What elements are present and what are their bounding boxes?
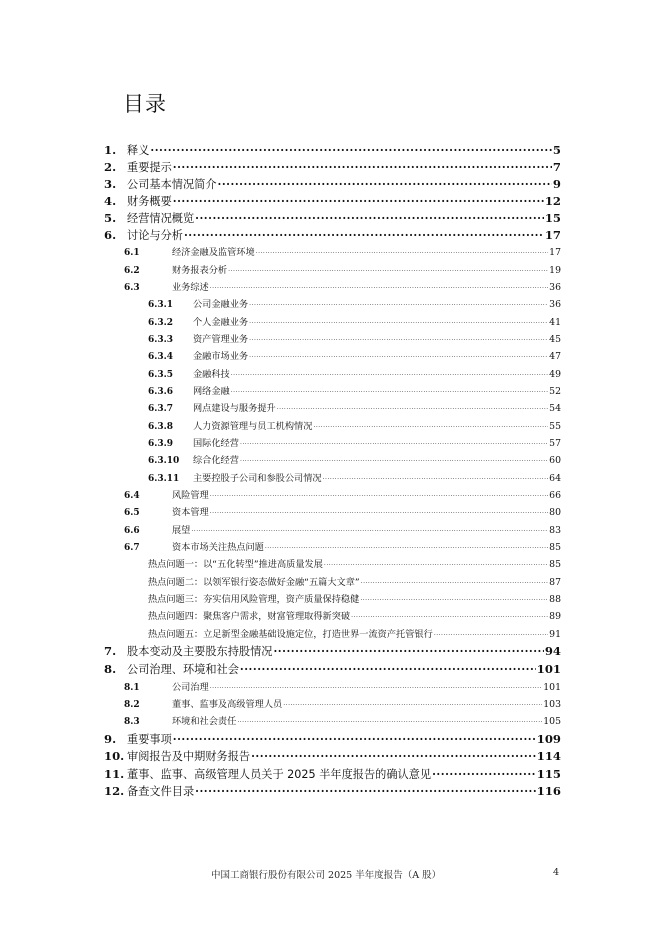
- toc-dot-leader: [218, 176, 552, 188]
- toc-entry-page: 85: [549, 542, 561, 553]
- toc-entry-page: 17: [549, 247, 561, 258]
- toc-entry-page: 55: [549, 421, 561, 432]
- toc-entry-number: 6.3.4: [148, 352, 174, 362]
- toc-dot-leader: [277, 402, 548, 411]
- toc-entry-number: 8.2: [124, 700, 140, 710]
- toc-entry[interactable]: [124, 262, 561, 279]
- toc-entry[interactable]: [104, 159, 561, 176]
- toc-entry-page: 5: [552, 143, 561, 157]
- toc-entry-label: 资本市场关注热点问题: [172, 542, 264, 553]
- toc-entry-number: 6.3.3: [148, 335, 174, 345]
- toc-entry-label: 国际化经营: [193, 438, 239, 449]
- toc-entry[interactable]: [148, 331, 561, 348]
- toc-entry[interactable]: [148, 574, 561, 591]
- toc-entry[interactable]: [148, 400, 561, 417]
- toc-entry[interactable]: [124, 244, 561, 261]
- toc-entry-number: 5.: [104, 211, 117, 225]
- toc-entry-label: 审阅报告及中期财务报告: [127, 750, 251, 763]
- toc-entry-label: 公司治理、环境和社会: [127, 663, 239, 676]
- toc-dot-leader: [324, 558, 548, 567]
- toc-entry-number: 12.: [104, 784, 125, 798]
- toc-dot-leader: [265, 541, 548, 550]
- toc-entry-number: 9.: [104, 732, 117, 746]
- toc-entry-label: 热点问题四：聚焦客户需求，财富管理取得新突破: [148, 611, 351, 622]
- toc-entry-label: 讨论与分析: [127, 229, 183, 242]
- toc-entry-label: 重要事项: [127, 733, 172, 746]
- toc-dot-leader: [273, 643, 543, 655]
- toc-entry-page: 54: [549, 403, 561, 414]
- toc-entry-page: 45: [549, 334, 561, 345]
- toc-dot-leader: [249, 298, 548, 307]
- toc-entry-label: 综合化经营: [193, 455, 239, 466]
- toc-entry-page: 91: [549, 629, 561, 640]
- toc-entry[interactable]: [104, 731, 561, 748]
- toc-entry-page: 15: [544, 211, 561, 225]
- toc-entry-page: 41: [549, 317, 561, 328]
- toc-entry-page: 66: [549, 490, 561, 501]
- toc-dot-leader: [360, 593, 548, 602]
- page-title: 目录: [123, 92, 167, 116]
- toc-entry-number: 3.: [104, 177, 117, 191]
- toc-dot-leader: [351, 610, 548, 619]
- toc-entry-number: 6.6: [124, 526, 140, 536]
- toc-entry-label: 资产管理业务: [193, 334, 249, 345]
- toc-dot-leader: [323, 472, 549, 481]
- toc-entry[interactable]: [124, 279, 561, 296]
- toc-entry[interactable]: [104, 783, 561, 800]
- toc-entry-page: 12: [544, 194, 561, 208]
- toc-entry-number: 6.3.6: [148, 387, 174, 397]
- toc-dot-leader: [434, 628, 548, 637]
- toc-dot-leader: [173, 731, 536, 743]
- toc-entry-page: 114: [536, 749, 561, 763]
- toc-entry-label: 金融科技: [193, 369, 230, 380]
- toc-entry-number: 6.3: [124, 283, 140, 293]
- toc-entry[interactable]: [148, 418, 561, 435]
- toc-entry-label: 财务报表分析: [172, 265, 228, 276]
- toc-entry-page: 36: [549, 282, 561, 293]
- toc-entry-label: 股本变动及主要股东持股情况: [127, 645, 273, 658]
- toc-entry[interactable]: [104, 766, 561, 783]
- toc-entry-page: 89: [549, 611, 561, 622]
- toc-dot-leader: [231, 385, 548, 394]
- toc-entry-page: 80: [549, 507, 561, 518]
- toc-entry-page: 57: [549, 438, 561, 449]
- toc-entry-label: 网络金融: [193, 386, 230, 397]
- toc-dot-leader: [173, 159, 552, 171]
- toc-dot-leader: [240, 454, 548, 463]
- toc-entry[interactable]: [124, 504, 561, 521]
- toc-entry-page: 116: [536, 784, 561, 798]
- toc-entry-label: 热点问题一：以“五化转型”推进高质量发展: [148, 559, 323, 570]
- toc-dot-leader: [210, 489, 548, 498]
- toc-dot-leader: [240, 437, 548, 446]
- toc-entry[interactable]: [148, 296, 561, 313]
- toc-entry-page: 85: [549, 559, 561, 570]
- toc-dot-leader: [173, 193, 544, 205]
- toc-entry[interactable]: [148, 470, 561, 487]
- toc-entry-page: 64: [549, 473, 561, 484]
- toc-entry-number: 6.3.10: [148, 456, 180, 466]
- toc-entry-label: 财务概要: [127, 195, 172, 208]
- toc-entry[interactable]: [148, 626, 561, 643]
- toc-entry-label: 公司基本情况简介: [127, 178, 217, 191]
- toc-entry-page: 60: [549, 455, 561, 466]
- toc-entry-page: 47: [549, 351, 561, 362]
- toc-entry-page: 49: [549, 369, 561, 380]
- toc-entry-number: 6.7: [124, 543, 140, 553]
- toc-dot-leader: [283, 698, 542, 707]
- toc-entry-number: 6.3.7: [148, 404, 174, 414]
- toc-entry-number: 6.4: [124, 491, 140, 501]
- toc-entry-page: 101: [536, 662, 561, 676]
- toc-dot-leader: [432, 766, 536, 778]
- toc-entry-number: 6.3.2: [148, 318, 174, 328]
- toc-dot-leader: [240, 661, 536, 673]
- toc-entry[interactable]: [124, 487, 561, 504]
- toc-entry-label: 重要提示: [127, 161, 172, 174]
- toc-entry[interactable]: [148, 452, 561, 469]
- toc-entry-number: 4.: [104, 194, 117, 208]
- toc-entry-number: 2.: [104, 160, 117, 174]
- toc-dot-leader: [249, 350, 548, 359]
- toc-entry-label: 资本管理: [172, 507, 209, 518]
- toc-entry[interactable]: [124, 539, 561, 556]
- toc-entry-page: 7: [552, 160, 561, 174]
- toc-dot-leader: [249, 333, 548, 342]
- toc-entry-label: 人力资源管理与员工机构情况: [193, 421, 313, 432]
- footer-page-number: 4: [553, 867, 560, 878]
- toc-entry[interactable]: [148, 383, 561, 400]
- toc-dot-leader: [228, 264, 548, 273]
- toc-entry-number: 1.: [104, 143, 117, 157]
- toc-entry-label: 展望: [172, 525, 191, 536]
- toc-entry-label: 备查文件目录: [127, 785, 195, 798]
- toc-entry-page: 17: [544, 228, 561, 242]
- toc-entry[interactable]: [148, 314, 561, 331]
- toc-entry-number: 6.3.9: [148, 439, 174, 449]
- toc-dot-leader: [237, 715, 542, 724]
- toc-entry-page: 101: [543, 682, 561, 693]
- toc-entry[interactable]: [124, 679, 561, 696]
- toc-entry-number: 6.3.1: [148, 300, 174, 310]
- toc-dot-leader: [210, 681, 543, 690]
- toc-entry-number: 7.: [104, 644, 117, 658]
- toc-dot-leader: [210, 281, 548, 290]
- toc-entry[interactable]: [148, 556, 561, 573]
- toc-dot-leader: [231, 368, 548, 377]
- toc-entry-number: 11.: [104, 767, 125, 781]
- toc-entry-label: 公司金融业务: [193, 299, 249, 310]
- footer-text: 中国工商银行股份有限公司 2025 半年度报告（A 股）: [211, 870, 442, 881]
- toc-entry-number: 6.3.5: [148, 370, 174, 380]
- toc-entry-label: 金融市场业务: [193, 351, 249, 362]
- toc-entry-page: 88: [549, 594, 561, 605]
- toc-entry-number: 6.3.8: [148, 422, 174, 432]
- toc-entry[interactable]: [104, 748, 561, 765]
- toc-dot-leader: [249, 316, 548, 325]
- toc-entry-page: 52: [549, 386, 561, 397]
- toc-entry-label: 热点问题二：以领军银行姿态做好金融“五篇大文章”: [148, 577, 360, 588]
- toc-dot-leader: [251, 748, 536, 760]
- toc-entry[interactable]: [148, 591, 561, 608]
- toc-entry[interactable]: [104, 193, 561, 210]
- toc-dot-leader: [361, 576, 549, 585]
- toc-dot-leader: [150, 142, 552, 154]
- toc-entry-label: 热点问题三：夯实信用风险管理，资产质量保持稳健: [148, 594, 360, 605]
- toc-dot-leader: [313, 420, 548, 429]
- toc-entry[interactable]: [124, 696, 561, 713]
- toc-dot-leader: [195, 783, 536, 795]
- toc-entry-page: 94: [544, 644, 561, 658]
- toc-entry-label: 经营情况概览: [127, 212, 195, 225]
- toc-entry[interactable]: [124, 713, 561, 730]
- toc-entry-label: 环境和社会责任: [172, 716, 237, 727]
- toc-entry-label: 网点建设与服务提升: [193, 403, 276, 414]
- toc-entry-label: 公司治理: [172, 682, 209, 693]
- toc-dot-leader: [210, 506, 548, 515]
- toc-entry-page: 9: [552, 177, 561, 191]
- toc-entry-number: 8.1: [124, 683, 140, 693]
- toc-entry[interactable]: [148, 435, 561, 452]
- toc-entry-page: 36: [549, 299, 561, 310]
- toc-entry[interactable]: [148, 366, 561, 383]
- toc-dot-leader: [184, 227, 544, 239]
- toc-entry-label: 热点问题五：立足新型金融基础设施定位，打造世界一流资产托管银行: [148, 629, 433, 640]
- toc-dot-leader: [195, 210, 544, 222]
- toc-entry-number: 6.: [104, 228, 117, 242]
- toc-entry-label: 董事、监事及高级管理人员: [172, 699, 283, 710]
- toc-entry-label: 经济金融及监管环境: [172, 247, 255, 258]
- toc-entry-page: 103: [543, 699, 561, 710]
- toc-entry-page: 87: [549, 577, 561, 588]
- toc-entry-page: 115: [536, 767, 561, 781]
- toc-entry[interactable]: [104, 176, 561, 193]
- toc-entry[interactable]: [124, 522, 561, 539]
- toc-entry-number: 6.3.11: [148, 474, 180, 484]
- toc-entry-number: 8.: [104, 662, 117, 676]
- toc-entry-page: 19: [549, 265, 561, 276]
- toc-entry-page: 105: [543, 716, 561, 727]
- toc-entry-page: 109: [536, 732, 561, 746]
- toc-dot-leader: [191, 524, 548, 533]
- toc-entry[interactable]: [104, 142, 561, 159]
- toc-entry-label: 个人金融业务: [193, 317, 249, 328]
- toc-entry-number: 10.: [104, 749, 125, 763]
- toc-entry-label: 主要控股子公司和参股公司情况: [193, 473, 322, 484]
- toc-entry-label: 董事、监事、高级管理人员关于 2025 半年度报告的确认意见: [127, 768, 432, 781]
- toc-entry-label: 风险管理: [172, 490, 209, 501]
- toc-entry[interactable]: [104, 643, 561, 660]
- toc-dot-leader: [256, 246, 548, 255]
- toc-entry-number: 8.3: [124, 717, 140, 727]
- toc-entry[interactable]: [148, 348, 561, 365]
- toc-entry[interactable]: [104, 661, 561, 678]
- toc-entry-label: 业务综述: [172, 282, 209, 293]
- toc-entry[interactable]: [104, 227, 561, 244]
- toc-entry-number: 6.1: [124, 248, 140, 258]
- toc-entry[interactable]: [104, 210, 561, 227]
- toc-entry[interactable]: [148, 608, 561, 625]
- toc-entry-page: 83: [549, 525, 561, 536]
- toc-entry-label: 释义: [127, 144, 150, 157]
- toc-entry-number: 6.5: [124, 508, 140, 518]
- toc-entry-number: 6.2: [124, 266, 140, 276]
